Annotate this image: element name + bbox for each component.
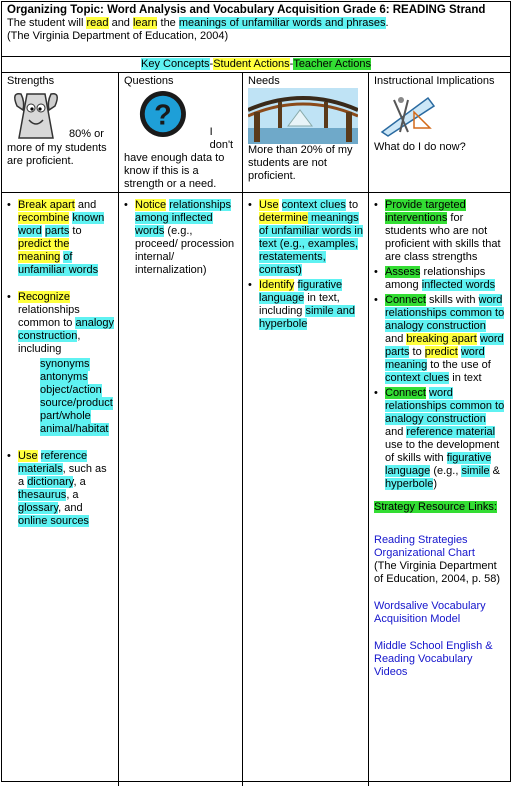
questions-description: have enough data to know if this is a strength or a need. bbox=[124, 152, 225, 190]
citation: (The Virginia Department of Education, 2004) bbox=[7, 30, 229, 42]
color-key: Key Concepts-Student Actions-Teacher Actions bbox=[2, 57, 510, 73]
needs-heading: Needs bbox=[248, 75, 280, 87]
organizing-topic-title: Organizing Topic: Word Analysis and Vocabulary Acquisition Grade 6: READING Strand bbox=[7, 4, 486, 16]
implications-content-cell bbox=[369, 193, 510, 786]
link-wordsalive-model[interactable]: Wordsalive Vocabulary Acquisition Model bbox=[374, 600, 486, 625]
document-page bbox=[1, 1, 511, 782]
bridge-icon bbox=[248, 88, 358, 144]
impl-bullet-connect-1: • Connect skills with word relationships common to analogy construction and breaking apart word parts to predict word meaning to the use of context clues in text bbox=[374, 294, 506, 385]
needs-bullet-figurative: • Identify figurative language in text, including simile and hyperbole bbox=[248, 279, 364, 331]
implications-description: What do I do now? bbox=[374, 141, 466, 153]
strong-muscle-weight-icon bbox=[7, 88, 65, 142]
impl-bullet-connect-2: • Connect word relationships common to analogy construction and reference material use to the development of skills with figurative language (e.g., simile & hyperbole) bbox=[374, 387, 506, 491]
strengths-content-cell bbox=[2, 193, 119, 786]
header bbox=[2, 2, 510, 57]
impl-bullet-provide: • Provide targeted interventions for students who are not proficient with skills that are class strengths bbox=[374, 199, 506, 264]
needs-heading-cell bbox=[243, 73, 369, 193]
questions-dont: I don't bbox=[209, 126, 234, 151]
needs-content-cell bbox=[243, 193, 369, 786]
heading-row bbox=[2, 73, 510, 193]
strengths-percent: 80% or bbox=[69, 128, 104, 140]
key-concepts-label: Key Concepts bbox=[141, 58, 210, 70]
strengths-bullet-break-apart: • Break apart and recombine known word parts to predict the meaning of unfamiliar words bbox=[7, 199, 114, 277]
strengths-bullet-recognize: • Recognize relationships common to analogy construction, including synonyms antonyms object/action source/product part/whole animal/habitat bbox=[7, 291, 114, 436]
drafting-tools-icon bbox=[378, 92, 438, 138]
strengths-description: more of my students are proficient. bbox=[7, 142, 107, 167]
strengths-bullet-use-reference: • Use reference materials, such as a dictionary, a thesaurus, a glossary, and online sources bbox=[7, 450, 114, 528]
impl-bullet-assess: • Assess relationships among inflected words bbox=[374, 266, 506, 292]
link-vocabulary-videos[interactable]: Middle School English & Reading Vocabulary Videos bbox=[374, 640, 493, 678]
questions-heading: Questions bbox=[124, 75, 174, 87]
implications-heading: Instructional Implications bbox=[374, 75, 495, 87]
needs-description: More than 20% of my students are not proficient. bbox=[248, 144, 353, 182]
teacher-actions-label: Teacher Actions bbox=[293, 58, 371, 70]
strengths-heading-cell bbox=[2, 73, 119, 193]
strategy-resource-heading: Strategy Resource Links: bbox=[374, 501, 497, 513]
link1-citation: (The Virginia Department of Education, 2004, p. 58) bbox=[374, 560, 500, 585]
objective-statement: The student will read and learn the meanings of unfamiliar words and phrases. bbox=[7, 17, 389, 29]
needs-bullet-context-clues: • Use context clues to determine meanings of unfamiliar words in text (e.g., examples, restatements, contrast) bbox=[248, 199, 364, 277]
questions-heading-cell bbox=[119, 73, 243, 193]
link-reading-strategies-chart[interactable]: Reading Strategies Organizational Chart bbox=[374, 534, 475, 559]
question-mark-icon bbox=[138, 88, 194, 140]
relationship-types-list: synonyms antonyms object/action source/product part/whole animal/habitat bbox=[40, 358, 113, 435]
student-actions-label: Student Actions bbox=[213, 58, 290, 70]
content-row bbox=[2, 193, 510, 786]
strengths-heading: Strengths bbox=[7, 75, 55, 87]
questions-content-cell bbox=[119, 193, 243, 786]
implications-heading-cell bbox=[369, 73, 510, 193]
questions-bullet-notice: • Notice relationships among inflected words (e.g., proceed/ procession internal/ internalization) bbox=[124, 199, 238, 277]
svg-text:?: ? bbox=[154, 99, 172, 132]
